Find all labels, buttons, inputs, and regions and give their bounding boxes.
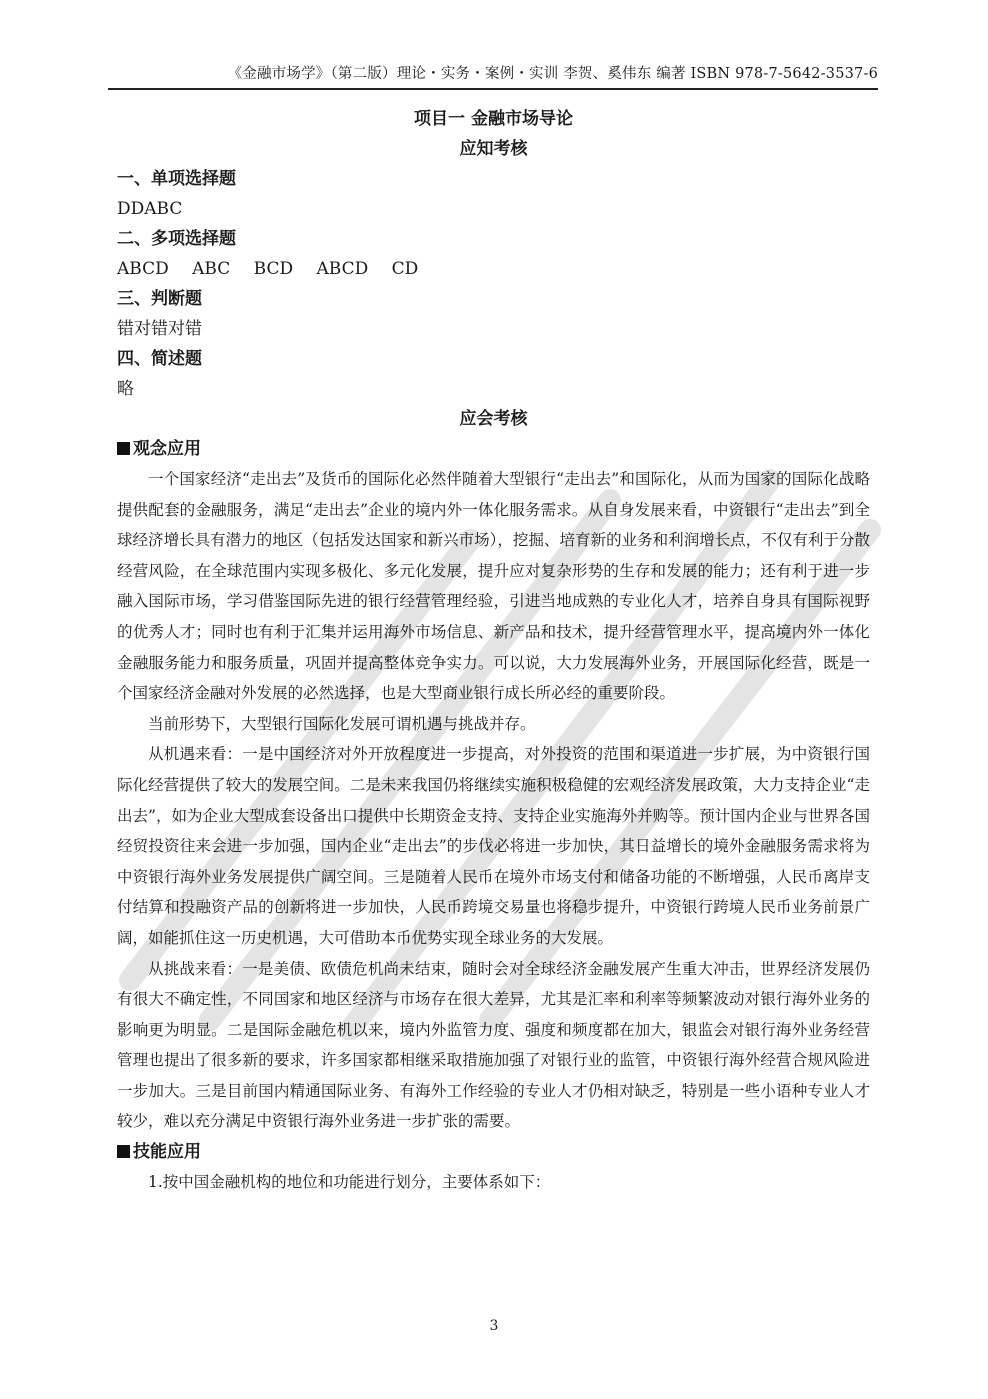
skill-heading: [117, 1137, 870, 1167]
concept-heading: [117, 434, 870, 464]
q2-answer-item: CD: [391, 259, 419, 279]
square-bullet-icon: [117, 1145, 130, 1158]
square-bullet-icon: [117, 442, 130, 455]
paragraph: 从机遇来看：一是中国经济对外开放程度进一步提高，对外投资的范围和渠道进一步扩展，为中资银行国际化经营提供了较大的发展空间。二是未来我国仍将继续实施积极稳健的宏观经济发展政策，大力支持企业“走出去”，如为企业大型成套设备出口提供中长期资金支持、支持企业实施海外并购等。预计国内企业与世界各国经贸投资往来会进一步加强，国内企业“走出去”的步伐必将进一步加快，其日益增长的境外金融服务需求将为中资银行海外业务发展提供广阔空间。三是随着人民币在境外市场支付和储备功能的不断增强，人民币离岸支付结算和投融资产品的创新将进一步加快，人民币跨境交易量也将稳步提升，中资银行跨境人民币业务前景广阔，如能抓住这一历史机遇，大可借助本币优势实现全球业务的大发展。: [117, 745, 870, 947]
concept-heading-label: 观念应用: [133, 439, 201, 459]
page-header: 《金融市场学》（第二版）理论・实务・案例・实训 李贺、奚伟东 编著 ISBN 978-7-5642-3537-6: [108, 62, 878, 90]
section-title-skills: 应会考核: [459, 409, 528, 429]
q2-answer-item: ABCD: [316, 259, 369, 279]
q3-answer: 错对错对错: [117, 319, 202, 339]
paragraph: 当前形势下，大型银行国际化发展可谓机遇与挑战并存。: [148, 714, 536, 733]
q4-heading: 四、简述题: [117, 349, 202, 369]
q2-answer-item: ABCD: [117, 259, 169, 279]
q1-heading: 一、单项选择题: [117, 169, 236, 189]
q2-answer-item: ABC: [192, 259, 231, 279]
q2-answers: [117, 254, 870, 284]
q4-answer: 略: [117, 379, 134, 399]
paragraph: 从挑战来看：一是美债、欧债危机尚未结束，随时会对全球经济金融发展产生重大冲击，世界经济发展仍有很大不确定性，不同国家和地区经济与市场存在很大差异，尤其是汇率和利率等频繁波动对银行海外业务的影响更为明显。二是国际金融危机以来，境内外监管力度、强度和频度都在加大，银监会对银行海外业务经营管理也提出了很多新的要求，许多国家都相继采取措施加强了对银行业的监管，中资银行海外经营合规风险进一步加大。三是目前国内精通国际业务、有海外工作经验的专业人才仍相对缺乏，特别是一些小语种专业人才较少，难以充分满足中资银行海外业务进一步扩张的需要。: [117, 959, 870, 1131]
q2-answer-item: BCD: [253, 259, 294, 279]
q3-heading: 三、判断题: [117, 289, 202, 309]
page-number: 3: [489, 1318, 499, 1334]
skill-item: 1.按中国金融机构的地位和功能进行划分，主要体系如下：: [148, 1173, 551, 1192]
section-title-knowledge: 应知考核: [459, 139, 528, 159]
main-content: [117, 104, 870, 1198]
project-title: 项目一 金融市场导论: [414, 109, 573, 129]
q2-heading: 二、多项选择题: [117, 229, 236, 249]
skill-heading-label: 技能应用: [133, 1142, 201, 1163]
paragraph: 一个国家经济“走出去”及货币的国际化必然伴随着大型银行“走出去”和国际化，从而为国家的国际化战略提供配套的金融服务，满足“走出去”企业的境内外一体化服务需求。从自身发展来看，中资银行“走出去”到全球经济增长具有潜力的地区（包括发达国家和新兴市场），挖掘、培育新的业务和利润增长点，不仅有利于分散经营风险，在全球范围内实现多极化、多元化发展，提升应对复杂形势的生存和发展的能力；还有利于进一步融入国际市场，学习借鉴国际先进的银行经营管理经验，引进当地成熟的专业化人才，培养自身具有国际视野的优秀人才；同时也有利于汇集并运用海外市场信息、新产品和技术，提升经营管理水平，提高境内外一体化金融服务能力和服务质量，巩固并提高整体竞争实力。可以说，大力发展海外业务，开展国际化经营，既是一个国家经济金融对外发展的必然选择，也是大型商业银行成长所必经的重要阶段。: [117, 470, 870, 703]
q1-answer: DDABC: [117, 199, 183, 219]
